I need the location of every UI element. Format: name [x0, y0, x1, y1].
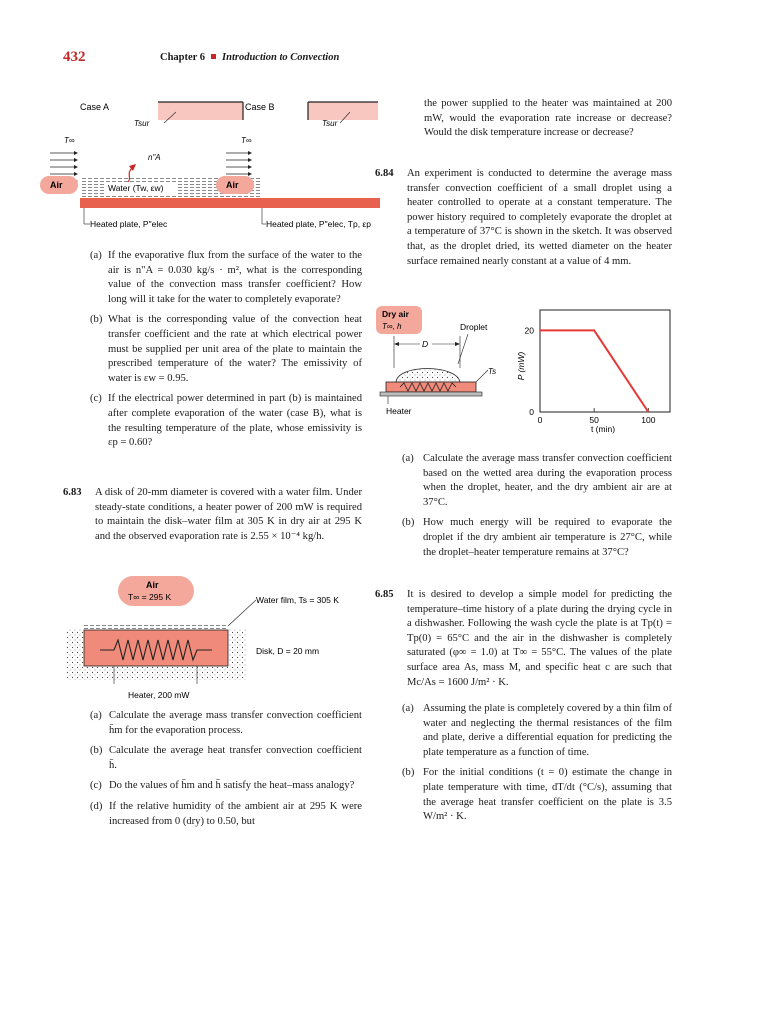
- case-a-air-label: Air: [50, 180, 63, 190]
- air-temperature: T∞ = 295 K: [128, 592, 172, 602]
- part-text: If the relative humidity of the ambient air at 295 K were increased from 0 (dry) to 0.50, but: [109, 800, 362, 827]
- case-a-tsur: Tsur: [134, 119, 150, 128]
- problem-number: 6.83: [63, 487, 82, 498]
- diameter-label: D: [422, 339, 429, 349]
- part-label: (c): [90, 780, 102, 792]
- part-text: For the initial conditions (t = 0) estimate the change in plate temperature with time, dT/dt (°C/s), assuming that the average heat transfer coefficient on the plate is 3.5 W/m² · K.: [423, 767, 672, 823]
- problem-6-82-parts: [90, 249, 362, 457]
- problem-statement: [63, 486, 362, 544]
- disk-label: Disk, D = 20 mm: [256, 646, 320, 656]
- part-a: [402, 702, 672, 760]
- problem-number: 6.85: [375, 589, 394, 600]
- droplet: [396, 369, 460, 383]
- problem-6-83: [63, 486, 362, 550]
- case-a-surroundings: [158, 102, 243, 120]
- part-a: [402, 452, 672, 510]
- droplet-label: Droplet: [460, 322, 488, 332]
- water-film-label: Water film, Ts = 305 K: [256, 595, 339, 605]
- part-text: If the evaporative flux from the surface of the water to the air is n"A = 0.030 kg/s · m², what is the corresponding value of the convection mass transfer coefficient? How long will it take for the water to completely evaporate?: [108, 250, 362, 305]
- x-axis-label: t (min): [590, 424, 616, 434]
- power-series-line: [540, 330, 648, 412]
- case-a-label: Case A: [80, 102, 110, 112]
- disk-figure: [66, 576, 366, 704]
- droplet-figure: [376, 306, 506, 422]
- case-b-plate-label: Heated plate, P"elec, Tp, εp: [266, 219, 371, 229]
- dry-air-label: Dry air: [382, 309, 409, 319]
- case-b-tsur: Tsur: [322, 119, 338, 128]
- y-tick-label: 0: [529, 407, 534, 417]
- surface-temperature-label: Ts: [488, 367, 497, 376]
- x-tick-label: 0: [537, 415, 543, 425]
- case-a-flux-label: n"A: [148, 153, 161, 162]
- part-text: Calculate the average mass transfer convection coefficient based on the wetted area during the evaporation process when the droplet, heater, and the dry ambient air are at 37°C.: [423, 453, 672, 508]
- chapter-title: [160, 52, 339, 63]
- part-b: [402, 766, 672, 824]
- case-a-water-label: Water (Tw, εw): [108, 183, 164, 193]
- part-c: [90, 392, 362, 450]
- y-tick-label: 20: [524, 325, 534, 336]
- part-label: (d): [90, 800, 103, 812]
- problem-6-84-parts: [402, 452, 672, 566]
- x-tick-label: 100: [641, 415, 656, 425]
- problem-text: An experiment is conducted to determine the average mass transfer convection coefficient of a small droplet using a heater controlled to operate at a constant temperature. The power history required to completely evaporate the droplet at a temperature of 37°C is shown in the sketch. It was observed that, as the droplet dried, its wetted diameter on the heater surface remained nearly constant at a value of 4 mm.: [407, 168, 672, 267]
- part-label: (a): [90, 250, 102, 261]
- part-text: If the electrical power determined in part (b) is maintained after complete evaporation of the water (case B), what is the resulting temperature of the plate, whose emissivity is εp = 0.60?: [108, 393, 362, 449]
- case-a-plate-label: Heated plate, P"elec: [90, 219, 168, 229]
- part-text: How much energy will be required to evaporate the droplet if the dry ambient air temperature is 27°C, while the droplet–heater temperature remains at 37°C?: [423, 517, 672, 558]
- air-label: Air: [146, 580, 159, 590]
- part-label: (b): [402, 767, 415, 779]
- case-a-tinf: T∞: [64, 136, 75, 145]
- case-b-heated-plate: [258, 198, 380, 208]
- square-bullet-icon: [211, 54, 216, 59]
- problem-number: 6.84: [375, 168, 394, 179]
- part-b: [90, 744, 362, 773]
- part-b: [402, 516, 672, 560]
- heater-base: [380, 392, 482, 396]
- part-d: [90, 800, 362, 829]
- continuation-text: [424, 97, 672, 141]
- part-label: (b): [90, 745, 103, 757]
- heater-label: Heater: [386, 406, 412, 416]
- case-a-heated-plate: [80, 198, 260, 208]
- problem-text: It is desired to develop a simple model for predicting the temperature–time history of a plate during the drying cycle in a dishwasher. Following the wash cycle the plate is at Tp(t) = Tp(0) = 65°C and the air in the dishwasher is completely saturated (φ∞ = 1.0) at T∞ = 55°C. The values of the plate surface area As, mass M, and specific heat c are such that Mc/As = 1600 J/m² · K.: [407, 589, 672, 688]
- page-number: 432: [63, 49, 86, 65]
- y-axis-label: P (mW): [516, 351, 526, 381]
- part-b: [90, 313, 362, 386]
- water-film: [84, 624, 228, 630]
- continuation-paragraph: the power supplied to the heater was maintained at 200 mW, would the evaporation rate increase or decrease? Would the disk temperature increase or decrease?: [424, 98, 672, 139]
- part-label: (a): [402, 703, 414, 714]
- power-chart: [506, 304, 674, 438]
- heater-block: [386, 382, 476, 392]
- part-text: Assuming the plate is completely covered by a thin film of water and neglecting the thermal resistances of the film and plate, derive a differential equation for predicting the plate temperature as a function of time.: [423, 703, 672, 758]
- part-label: (a): [90, 710, 102, 721]
- chart-frame: [540, 310, 670, 412]
- part-label: (b): [402, 517, 415, 529]
- part-a: [90, 249, 362, 307]
- problem-6-84: [375, 167, 672, 275]
- problem-6-85: [375, 588, 672, 696]
- problem-text: A disk of 20-mm diameter is covered with a water film. Under steady-state conditions, a heater power of 200 mW is required to maintain the disk–water film at 305 K in dry air at 295 K and the observed evaporation rate is 2.55 × 10⁻⁴ kg/h.: [95, 487, 362, 542]
- part-label: (b): [90, 314, 103, 326]
- part-a: [90, 709, 362, 738]
- x-tick-label: 50: [589, 415, 599, 425]
- chapter-number: Chapter 6: [160, 52, 206, 63]
- part-label: (a): [402, 453, 414, 464]
- heater-label: Heater, 200 mW: [128, 690, 190, 700]
- part-text: Calculate the average mass transfer convection coefficient h̄m for the evaporation process.: [109, 710, 362, 736]
- part-label: (c): [90, 393, 102, 405]
- cases-figure: [40, 96, 380, 238]
- dry-air-tinf-h: T∞, h: [382, 322, 402, 331]
- part-text: What is the corresponding value of the convection heat transfer coefficient and the rate at which electrical power must be supplied per unit area of the plate to maintain the prescribed temperature of the water? The emissivity of water is εw = 0.95.: [108, 314, 362, 384]
- problem-statement: [375, 167, 672, 269]
- part-text: Calculate the average heat transfer convection coefficient h̄.: [109, 745, 362, 771]
- case-b-label: Case B: [245, 102, 275, 112]
- chart-marks: [525, 310, 670, 425]
- case-b-surroundings: [308, 102, 378, 120]
- page-header: [63, 49, 723, 69]
- problem-statement: [375, 588, 672, 690]
- part-c: [90, 779, 362, 794]
- case-b-tinf: T∞: [241, 136, 252, 145]
- case-b-air-label: Air: [226, 180, 239, 190]
- chapter-name: Introduction to Convection: [222, 52, 340, 63]
- problem-6-83-parts: [90, 709, 362, 835]
- part-text: Do the values of h̄m and h̄ satisfy the heat–mass analogy?: [109, 780, 355, 792]
- problem-6-85-parts: [402, 702, 672, 831]
